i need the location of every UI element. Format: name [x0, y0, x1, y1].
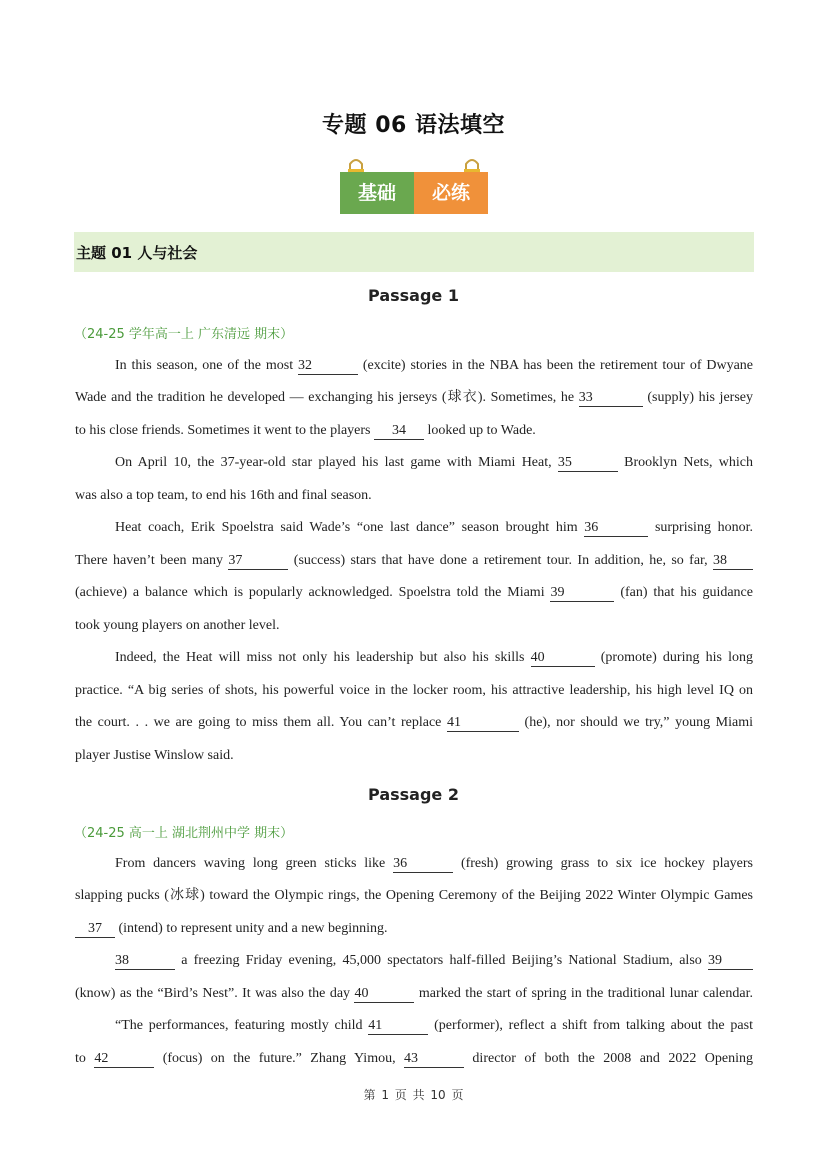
text-segment: (fresh) growing grass to six ice hockey players — [453, 856, 753, 871]
text-line — [75, 453, 753, 473]
text-line — [75, 616, 753, 636]
text-segment: a freezing Friday evening, 45,000 spectators half-filled Beijing’s National Stadium, also — [175, 953, 708, 968]
page-title: 专题 06 语法填空 — [322, 113, 505, 138]
text-segment: Heat coach, Erik Spoelstra said Wade’s “one last dance” season brought him — [115, 520, 585, 535]
text-line — [75, 681, 753, 701]
topic-heading: 主题 01 人与社会 — [76, 244, 198, 262]
text-segment: looked up to Wade. — [424, 423, 536, 438]
text-segment: Brooklyn Nets, which — [617, 455, 754, 470]
text-segment: took young players on another level. — [75, 618, 280, 633]
answer-blank[interactable]: 33 — [579, 389, 643, 407]
passage2-heading: Passage 2 — [368, 785, 459, 804]
text-segment: Wade and the tradition he developed — exchanging his jerseys (球衣). Sometimes, he — [75, 390, 579, 405]
text-segment: There haven’t been many — [75, 553, 229, 568]
text-segment: “The performances, featuring mostly child — [115, 1018, 369, 1033]
badge-right-label: 必练 — [431, 182, 470, 204]
text-segment: (fan) that his guidance — [614, 585, 753, 600]
topic-bar — [74, 232, 754, 272]
answer-blank[interactable]: 36 — [393, 855, 453, 873]
text-segment: practice. “A big series of shots, his powerful voice in the locker room, his attractive leadership, his high level IQ on — [75, 683, 753, 698]
answer-blank[interactable]: 41 — [368, 1017, 428, 1035]
badge-left-label: 基础 — [357, 182, 396, 204]
answer-blank[interactable]: 37 — [75, 920, 115, 938]
text-line — [75, 356, 753, 376]
text-line — [75, 421, 753, 441]
text-line — [75, 551, 753, 571]
text-line — [75, 648, 753, 668]
text-line — [75, 886, 753, 906]
text-line — [75, 713, 753, 733]
text-segment: (achieve) a balance which is popularly acknowledged. Spoelstra told the Miami — [75, 585, 551, 600]
text-segment: player Justise Winslow said. — [75, 748, 234, 763]
text-line — [75, 984, 753, 1004]
answer-blank[interactable]: 34 — [374, 422, 424, 440]
text-line — [75, 486, 753, 506]
text-segment: (focus) on the future.” Zhang Yimou, — [154, 1051, 405, 1066]
answer-blank[interactable]: 36 — [584, 519, 648, 537]
answer-blank[interactable]: 38 — [115, 952, 175, 970]
text-segment: surprising honor. — [648, 520, 753, 535]
text-segment: On April 10, the 37-year-old star played his last game with Miami Heat, — [115, 455, 558, 470]
text-segment: was also a top team, to end his 16th and final season. — [75, 488, 372, 503]
text-segment: marked the start of spring in the traditional lunar calendar. — [414, 986, 753, 1001]
text-segment: the court. . . we are going to miss them all. You can’t replace — [75, 715, 447, 730]
answer-blank[interactable]: 41 — [447, 714, 519, 732]
passage2-source: （24-25 高一上 湖北荆州中学 期末） — [74, 826, 294, 841]
text-segment: to — [75, 1051, 95, 1066]
text-segment: (he), nor should we try,” young Miami — [518, 715, 753, 730]
text-line — [75, 583, 753, 603]
text-segment: From dancers waving long green sticks like — [115, 856, 394, 871]
text-line — [75, 746, 753, 766]
answer-blank[interactable]: 35 — [558, 454, 618, 472]
answer-blank[interactable]: 40 — [531, 649, 595, 667]
text-segment: In this season, one of the most — [115, 358, 298, 373]
text-segment: (excite) stories in the NBA has been the retirement tour of Dwyane — [357, 358, 754, 373]
text-segment: (performer), reflect a shift from talking about the past — [428, 1018, 753, 1033]
section-badge — [340, 156, 488, 216]
answer-blank[interactable]: 39 — [708, 952, 753, 970]
text-segment: (intend) to represent unity and a new beginning. — [115, 921, 388, 936]
passage1-heading: Passage 1 — [368, 286, 459, 305]
answer-blank[interactable]: 39 — [550, 584, 614, 602]
text-line — [75, 1016, 753, 1036]
passage1-source: （24-25 学年高一上 广东清远 期末） — [74, 327, 294, 342]
text-line — [75, 518, 753, 538]
answer-blank[interactable]: 37 — [228, 552, 288, 570]
text-line — [75, 388, 753, 408]
page-footer: 第 1 页 共 10 页 — [363, 1088, 464, 1102]
text-line — [75, 1049, 753, 1069]
answer-blank[interactable]: 32 — [298, 357, 358, 375]
text-segment: slapping pucks (冰球) toward the Olympic rings, the Opening Ceremony of the Beijing 2022 Winter Olympic Games — [75, 888, 753, 903]
text-segment: director of both the 2008 and 2022 Opening — [464, 1051, 753, 1066]
answer-blank[interactable]: 43 — [404, 1050, 464, 1068]
text-segment: Indeed, the Heat will miss not only his leadership but also his skills — [115, 650, 531, 665]
answer-blank[interactable]: 38 — [713, 552, 753, 570]
text-segment: (promote) during his long — [594, 650, 753, 665]
text-segment: to his close friends. Sometimes it went to the players — [75, 423, 375, 438]
answer-blank[interactable]: 40 — [354, 985, 414, 1003]
text-line — [75, 854, 753, 874]
answer-blank[interactable]: 42 — [94, 1050, 154, 1068]
text-line — [75, 919, 753, 939]
text-segment: (know) as the “Bird’s Nest”. It was also the day — [75, 986, 355, 1001]
text-segment: (success) stars that have done a retirement tour. In addition, he, so far, — [288, 553, 714, 568]
text-segment: (supply) his jersey — [642, 390, 753, 405]
text-line — [75, 951, 753, 971]
